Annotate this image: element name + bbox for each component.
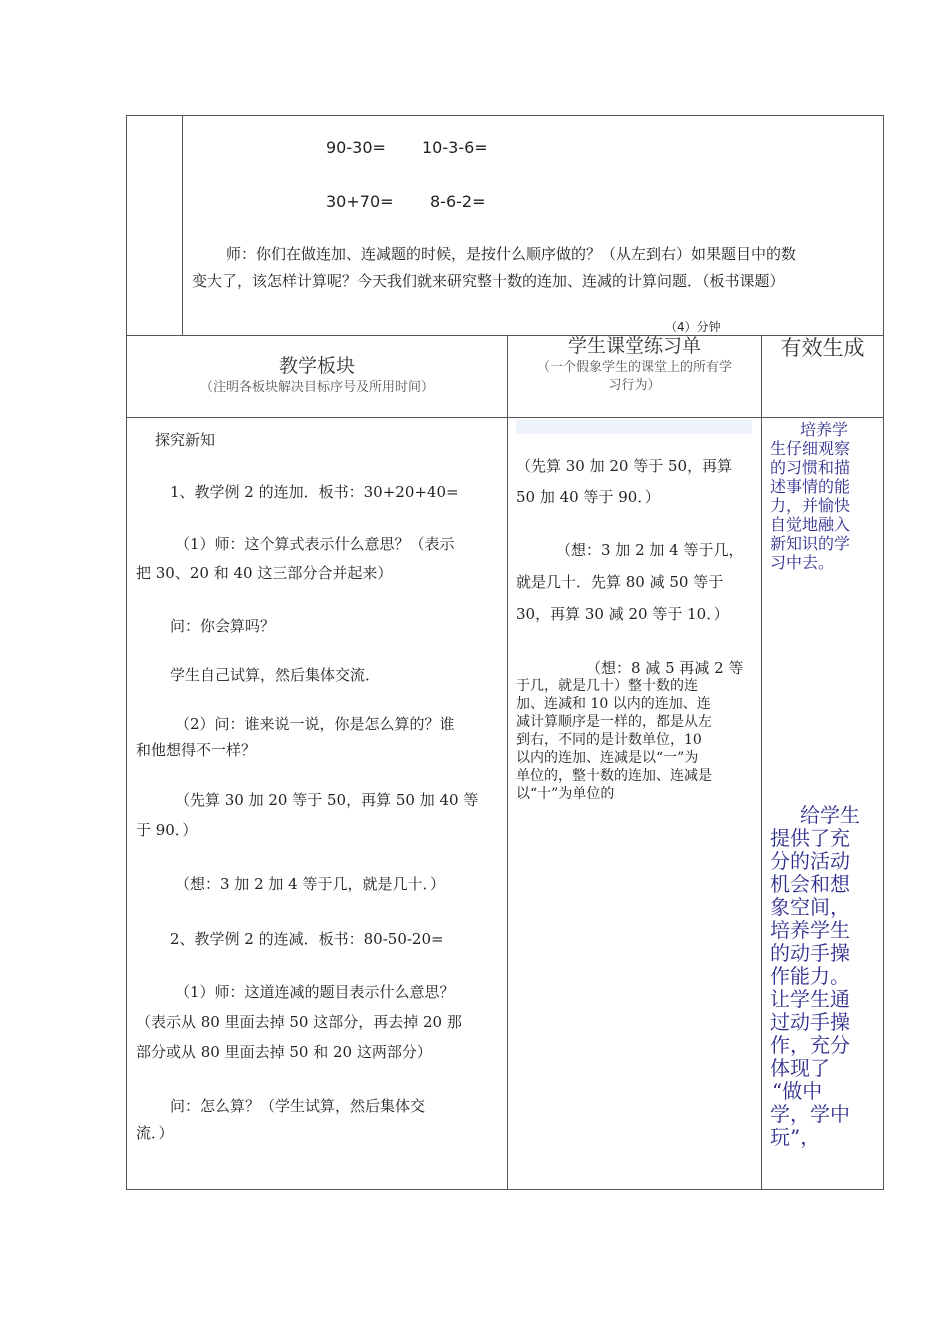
equation-1: 90-30= [326, 138, 386, 157]
col2-p3b: 于几，就是几十）整十数的连 [516, 678, 698, 694]
col1-header-sub: （注明各板块解决目标序号及所用时间） [199, 380, 434, 395]
col1-section-title: 探究新知 [155, 431, 216, 449]
border-left [126, 115, 127, 1190]
col3-b15: 玩”， [770, 1125, 821, 1149]
col3-a4: 述事情的能 [770, 477, 851, 496]
col3-header-title: 有效生成 [780, 336, 865, 360]
header-row-top [126, 335, 884, 336]
col-divider-1 [507, 335, 508, 1190]
col2-p1a: （先算 30 加 20 等于 50，再算 [516, 457, 733, 475]
col-divider-2 [761, 335, 762, 1190]
border-bottom [126, 1189, 884, 1190]
col1-line-11a: 问：怎么算？（学生试算，然后集体交 [170, 1097, 426, 1115]
intro-line-1: 师：你们在做连加、连减题的时候，是按什么顺序做的？（从左到右）如果题目中的数 [226, 245, 797, 263]
col3-a3: 的习惯和描 [770, 458, 851, 477]
col2-p3e: 到右，不同的是计数单位，10 [516, 732, 702, 748]
col1-line-8: （想：3 加 2 加 4 等于几，就是几十．） [175, 875, 445, 893]
col1-line-4: 问：你会算吗？ [170, 617, 276, 635]
equation-3: 30+70= [326, 192, 394, 211]
border-top [126, 115, 884, 116]
col2-p1b: 50 加 40 等于 90．） [516, 488, 660, 506]
border-right [883, 115, 884, 1190]
col3-b6: 培养学生 [770, 918, 850, 942]
col1-line-6b: 和他想得不一样？ [136, 741, 257, 759]
col3-b7: 的动手操 [770, 941, 850, 965]
col2-p2c: 30，再算 30 减 20 等于 10．） [516, 605, 729, 623]
col3-a8: 习中去。 [770, 553, 835, 572]
col2-p3f: 以内的连加、连减是以“一”为 [516, 750, 699, 766]
col1-line-5: 学生自己试算，然后集体交流． [170, 666, 381, 684]
col2-header-title: 学生课堂练习单 [567, 335, 701, 357]
col1-line-6a: （2）问：谁来说一说，你是怎么算的？谁 [175, 715, 455, 733]
top-inner-divider [182, 115, 183, 336]
col2-p2a: （想：3 加 2 加 4 等于几， [556, 541, 744, 559]
equation-4: 8-6-2= [430, 192, 486, 211]
col3-b14: 学，学中 [770, 1102, 850, 1126]
col2-p3d: 减计算顺序是一样的，都是从左 [516, 714, 712, 730]
col2-p3c: 加、连减和 10 以内的连加、连 [516, 696, 711, 712]
col3-b8: 作能力。 [770, 964, 850, 988]
col2-header-sub-1: （一个假象学生的课堂上的所有学 [536, 360, 732, 375]
col3-b3: 分的活动 [770, 849, 850, 873]
intro-line-2: 变大了，该怎样计算呢？今天我们就来研究整十数的连加、连减的计算问题．（板书课题） [192, 272, 785, 290]
col3-b11: 作，充分 [770, 1033, 850, 1057]
col3-b13: “做中 [772, 1079, 823, 1103]
col1-line-10a: （1）师：这道连减的题目表示什么意思？ [175, 983, 455, 1001]
col1-line-7b: 于 90．） [136, 821, 198, 839]
col1-line-3b: 把 30、20 和 40 这三部分合并起来） [136, 564, 393, 582]
col3-b9: 让学生通 [770, 987, 850, 1011]
col3-b4: 机会和想 [770, 872, 850, 896]
col2-p2b: 就是几十．先算 80 减 50 等于 [516, 573, 724, 591]
col3-b2: 提供了充 [770, 826, 850, 850]
col3-b12: 体现了 [770, 1056, 830, 1080]
col1-line-3a: （1）师：这个算式表示什么意思？（表示 [175, 535, 455, 553]
highlight-strip [516, 420, 752, 434]
col3-b1: 给学生 [800, 803, 860, 827]
col2-p3g: 单位的，整十数的连加、连减是 [516, 768, 712, 784]
col3-b5: 象空间， [770, 895, 850, 919]
col1-line-11b: 流．） [136, 1124, 174, 1142]
col3-b10: 过动手操 [770, 1010, 850, 1034]
time-note: （4）分钟 [665, 320, 721, 334]
header-row-bottom [126, 417, 884, 418]
col1-header-title: 教学板块 [278, 355, 355, 377]
col3-a5: 力，并愉快 [770, 496, 851, 515]
equation-2: 10-3-6= [422, 138, 488, 157]
col1-line-7a: （先算 30 加 20 等于 50，再算 50 加 40 等 [175, 791, 479, 809]
col1-line-10c: 部分或从 80 里面去掉 50 和 20 这两部分） [136, 1043, 432, 1061]
col2-header-sub-2: 习行为） [608, 378, 661, 393]
col1-line-10b: （表示从 80 里面去掉 50 这部分，再去掉 20 那 [136, 1013, 462, 1031]
col3-a2: 生仔细观察 [770, 439, 851, 458]
col3-a6: 自觉地融入 [770, 515, 851, 534]
col2-p3h: 以“十”为单位的 [516, 786, 615, 802]
col3-a1: 培养学 [800, 420, 849, 439]
col1-line-2: 1、教学例 2 的连加．板书：30+20+40= [170, 483, 459, 501]
col2-p3a: （想：8 减 5 再减 2 等 [586, 659, 744, 677]
col3-a7: 新知识的学 [770, 534, 851, 553]
col1-line-9: 2、教学例 2 的连减．板书：80-50-20= [170, 930, 444, 948]
